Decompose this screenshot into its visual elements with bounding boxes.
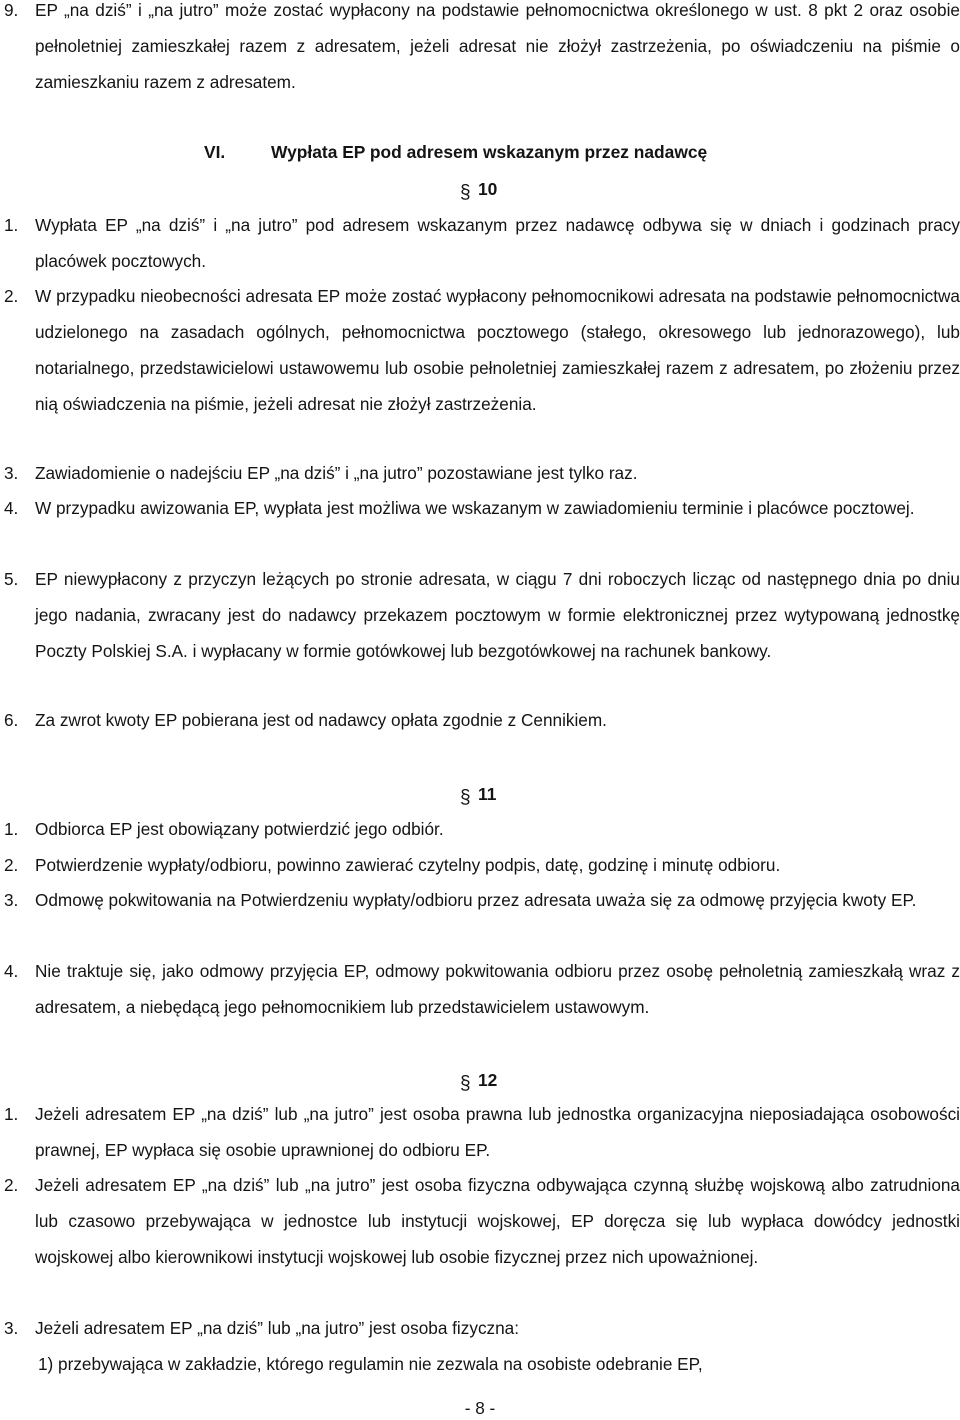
item-text: Potwierdzenie wypłaty/odbioru, powinno zawierać czytelny podpis, datę, godzinę i minutę odbioru. bbox=[35, 855, 781, 875]
list-item bbox=[4, 490, 960, 526]
item-text: EP niewypłacony z przyczyn leżących po stronie adresata, w ciągu 7 dni roboczych licząc od następnego dnia po dniu jego nadania, zwracany jest do nadawcy przekazem pocztowym w formie elektronicznej przez wytypowaną jednostkę Poczty Polskiej S.A. i wypłacany w formie gotówkowej lub bezgotówkowej na rachunek bankowy. bbox=[35, 569, 960, 661]
list-item bbox=[4, 1167, 960, 1275]
list-item bbox=[4, 953, 960, 1025]
item-number: 3. bbox=[4, 463, 19, 483]
chapter-number: VI. bbox=[204, 142, 226, 162]
item-number: 1. bbox=[4, 215, 19, 235]
item-number: 6. bbox=[4, 710, 19, 730]
item-text: Nie traktuje się, jako odmowy przyjęcia EP, odmowy pokwitowania odbioru przez osobę pełnoletnią zamieszkałą wraz z adresatem, a niebędącą jego pełnomocnikiem lub przedstawicielem ustawowym. bbox=[35, 961, 960, 1017]
list-item bbox=[4, 882, 960, 918]
list-item bbox=[4, 1096, 960, 1168]
list-item bbox=[4, 1310, 960, 1346]
item-text: Jeżeli adresatem EP „na dziś” lub „na jutro” jest osoba prawna lub jednostka organizacyjna nieposiadająca osobowości prawnej, EP wypłaca się osobie uprawnionej do odbioru EP. bbox=[35, 1104, 960, 1160]
item-text: Jeżeli adresatem EP „na dziś” lub „na jutro” jest osoba fizyczna odbywająca czynną służbę wojskową albo zatrudniona lub czasowo przebywająca w jednostce lub instytucji wojskowej, EP doręcza się lub wypłaca dowódcy jednostki wojskowej albo kierownikowi instytucji wojskowej lub osobie fizycznej przez nich upoważnionej. bbox=[35, 1175, 960, 1267]
item-number: 5. bbox=[4, 569, 19, 589]
paragraph-number: 11 bbox=[478, 784, 497, 804]
list-item bbox=[4, 702, 960, 738]
list-item bbox=[4, 278, 960, 422]
item-number: 2. bbox=[4, 855, 19, 875]
item-text: Jeżeli adresatem EP „na dziś” lub „na jutro” jest osoba fizyczna: bbox=[35, 1318, 520, 1338]
item-text: Odbiorca EP jest obowiązany potwierdzić jego odbiór. bbox=[35, 819, 444, 839]
item-number: 4. bbox=[4, 961, 19, 981]
item-number: 9. bbox=[4, 0, 19, 20]
item-number: 1. bbox=[4, 1104, 19, 1124]
item-text: Zawiadomienie o nadejściu EP „na dziś” i „na jutro” pozostawiane jest tylko raz. bbox=[35, 463, 638, 483]
list-item bbox=[4, 811, 960, 847]
item-number: 3. bbox=[4, 890, 19, 910]
item-number: 2. bbox=[4, 286, 19, 306]
item-text: EP „na dziś” i „na jutro” może zostać wypłacony na podstawie pełnomocnictwa określonego w ust. 8 pkt 2 oraz osobie pełnoletniej zamieszkałej razem z adresatem, jeżeli adresat nie złożył zastrzeżenia, po oświadczeniu na piśmie o zamieszkaniu razem z adresatem. bbox=[35, 0, 960, 92]
item-number: 3. bbox=[4, 1318, 19, 1338]
item-text: Odmowę pokwitowania na Potwierdzeniu wypłaty/odbioru przez adresata uważa się za odmowę przyjęcia kwoty EP. bbox=[35, 890, 917, 910]
item-text: W przypadku nieobecności adresata EP może zostać wypłacony pełnomocnikowi adresata na podstawie pełnomocnictwa udzielonego na zasadach ogólnych, pełnomocnictwa pocztowego (stałego, okresowego lub jednorazowego), lub notarialnego, przedstawicielowi ustawowemu lub osobie pełnoletniej zamieszkałej razem z adresatem, po złożeniu przez nią oświadczenia na piśmie, jeżeli adresat nie złożył zastrzeżenia. bbox=[35, 286, 960, 414]
item-text: W przypadku awizowania EP, wypłata jest możliwa we wskazanym w zawiadomieniu terminie i placówce pocztowej. bbox=[35, 498, 915, 518]
list-item bbox=[4, 207, 960, 279]
section-symbol: § bbox=[460, 182, 471, 203]
section-symbol: § bbox=[460, 787, 471, 808]
list-item bbox=[4, 561, 960, 669]
section-symbol: § bbox=[460, 1073, 471, 1094]
sub-list-item: 1) przebywająca w zakładzie, którego regulamin nie zezwala na osobiste odebranie EP, bbox=[38, 1354, 703, 1374]
list-item bbox=[4, 455, 960, 491]
page-number: - 8 - bbox=[464, 1398, 496, 1418]
list-item bbox=[4, 847, 960, 883]
paragraph-number: 10 bbox=[478, 179, 498, 199]
item-text: Za zwrot kwoty EP pobierana jest od nadawcy opłata zgodnie z Cennikiem. bbox=[35, 710, 607, 730]
paragraph-number: 12 bbox=[478, 1070, 498, 1090]
list-item bbox=[4, 0, 960, 100]
item-number: 2. bbox=[4, 1175, 19, 1195]
chapter-title: Wypłata EP pod adresem wskazanym przez nadawcę bbox=[271, 142, 708, 162]
item-text: Wypłata EP „na dziś” i „na jutro” pod adresem wskazanym przez nadawcę odbywa się w dniach i godzinach pracy placówek pocztowych. bbox=[35, 215, 960, 271]
item-number: 1. bbox=[4, 819, 19, 839]
item-number: 4. bbox=[4, 498, 19, 518]
